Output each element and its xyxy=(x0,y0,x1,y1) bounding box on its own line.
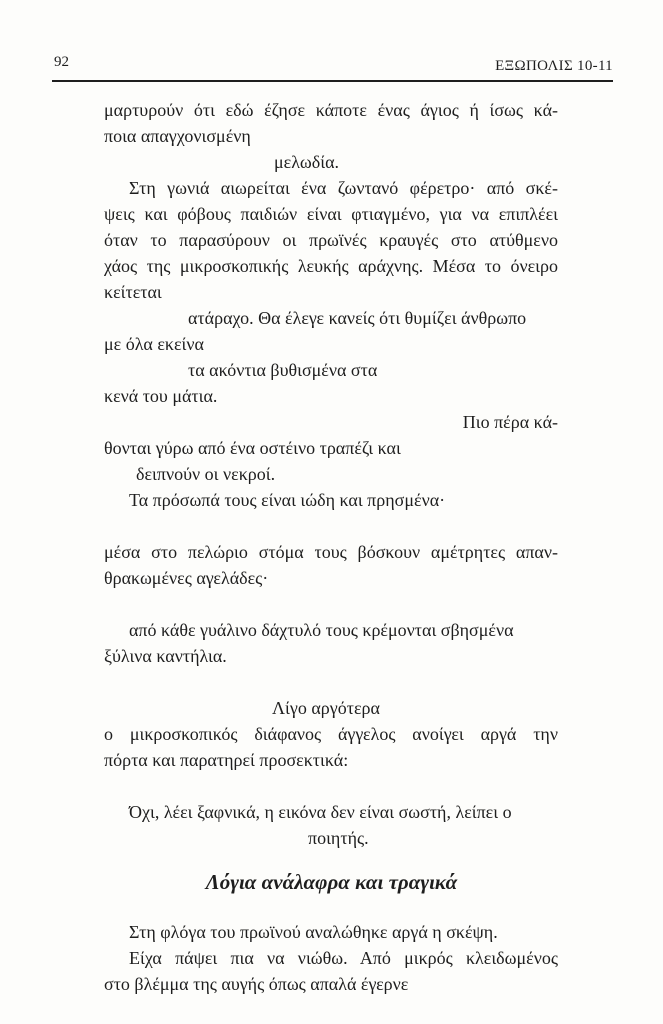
text-line: κείτεται xyxy=(104,282,162,302)
text-line: με όλα εκείνα xyxy=(104,334,204,354)
text-line: Στη γωνιά αιωρείται ένα ζωντανό φέρετρο· από σκέ- xyxy=(129,178,558,198)
text-line: δειπνούν οι νεκροί. xyxy=(136,464,276,484)
text-line: ο μικροσκοπικός διάφανος άγγελος ανοίγει αργά την xyxy=(104,724,558,744)
text-line: όταν το παρασύρουν οι πρωϊνές κραυγές στο ατύθμενο xyxy=(104,230,558,250)
text-line: τα ακόντια βυθισμένα στα xyxy=(188,360,378,380)
text-line: κενά του μάτια. xyxy=(104,386,218,406)
text-line: ατάραχο. Θα έλεγε κανείς ότι θυμίζει άνθρωπο xyxy=(188,308,527,328)
text-line: Στη φλόγα του πρωϊνού αναλώθηκε αργά η σκέψη. xyxy=(129,922,498,942)
text-line: Όχι, λέει ξαφνικά, η εικόνα δεν είναι σωστή, λείπει ο xyxy=(129,802,512,822)
text-line: ποια απαγχονισμένη xyxy=(104,126,251,146)
text-line: Λίγο αργότερα xyxy=(272,698,380,718)
running-title: ΕΞΩΠΟΛΙΣ 10-11 xyxy=(495,58,613,74)
text-line: ποιητής. xyxy=(308,828,369,848)
text-line: Πιο πέρα κά- xyxy=(462,412,558,432)
text-line: ψεις και φόβους παιδιών είναι φτιαγμένο, για να επιπλέει xyxy=(104,204,558,224)
text-line: στο βλέμμα της αυγής όπως απαλά έγερνε xyxy=(104,974,409,994)
text-line: Τα πρόσωπά τους είναι ιώδη και πρησμένα· xyxy=(129,490,446,510)
text-line: χάος της μικροσκοπικής λευκής αράχνης. Μέσα το όνειρο xyxy=(104,256,558,276)
header-rule xyxy=(52,80,613,82)
page-number: 92 xyxy=(54,54,69,70)
text-line: μέσα στο πελώριο στόμα τους βόσκουν αμέτρητες απαν- xyxy=(104,542,558,562)
text-line: θρακωμένες αγελάδες· xyxy=(104,568,269,588)
text-line: Είχα πάψει πια να νιώθω. Από μικρός κλειδωμένος xyxy=(129,948,558,968)
text-line: από κάθε γυάλινο δάχτυλό τους κρέμονται σβησμένα xyxy=(129,620,514,640)
section-heading: Λόγια ανάλαφρα και τραγικά xyxy=(205,870,458,894)
text-line: μαρτυρούν ότι εδώ έζησε κάποτε ένας άγιος ή ίσως κά- xyxy=(104,100,558,120)
text-line: μελωδία. xyxy=(274,152,340,172)
text-line: ξύλινα καντήλια. xyxy=(104,646,227,666)
text-line: πόρτα και παρατηρεί προσεκτικά: xyxy=(104,750,349,770)
text-line: θονται γύρω από ένα οστέινο τραπέζι και xyxy=(104,438,401,458)
